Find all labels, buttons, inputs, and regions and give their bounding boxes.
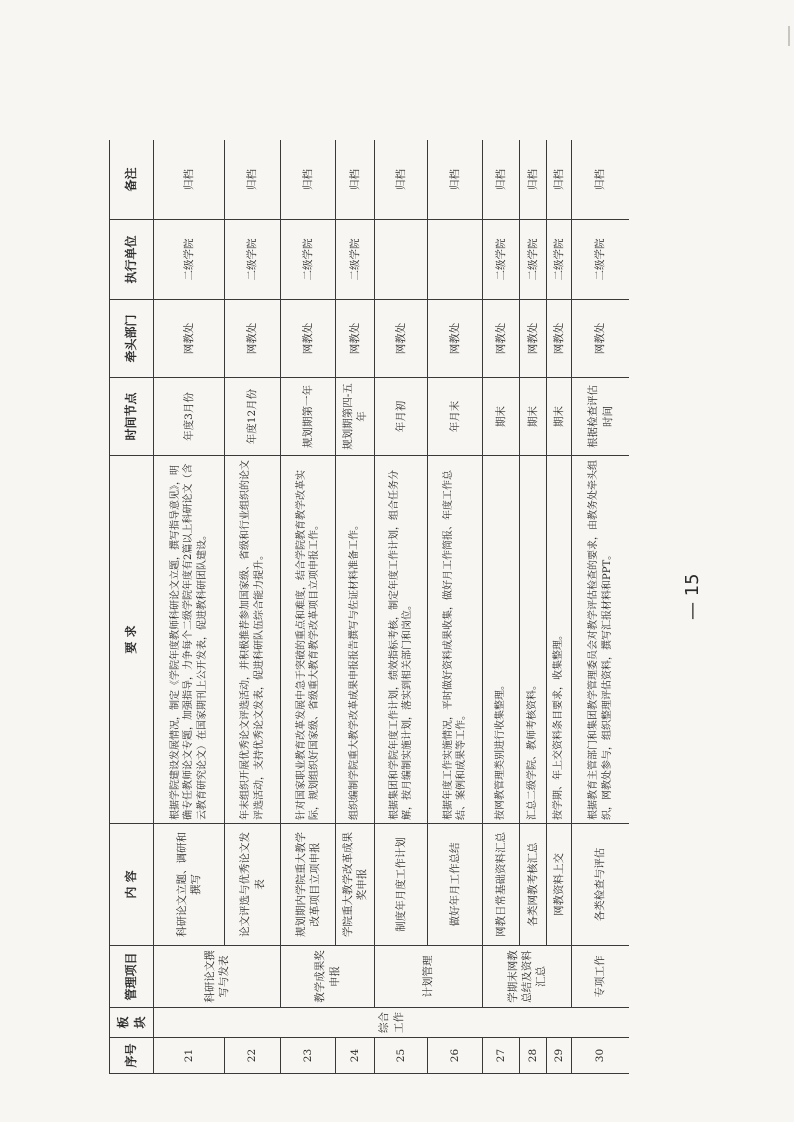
cell-exec-unit: 二级学院: [547, 220, 572, 300]
cell-requirement: 按网教管理类别进行收集整理。: [483, 456, 520, 824]
cell-seq: 25: [375, 1038, 428, 1074]
cell-exec-unit: [375, 220, 428, 300]
cell-requirement: 根据集团和学院年度工作计划，绩效指标考核，制定年度工作计划，组合任务分解，按月编制实施计划，落实到相关部门和岗位。: [375, 456, 428, 824]
cell-lead-dept: 网教处: [483, 300, 520, 378]
cell-exec-unit: 二级学院: [225, 220, 281, 300]
cell-seq: 29: [547, 1038, 572, 1074]
cell-seq: 30: [572, 1038, 630, 1074]
header-note: 备注: [110, 140, 154, 220]
cell-time: 期末: [520, 378, 547, 456]
cell-exec-unit: 二级学院: [572, 220, 630, 300]
header-item: 管理项目: [110, 946, 154, 1008]
cell-requirement: 组织编制学院重大教学改革成果申报报告撰写与佐证材料准备工作。: [336, 456, 375, 824]
cell-content: 规划期内学院重大教学改革项目立项申报: [281, 824, 336, 946]
table-row: [428, 140, 483, 1074]
cell-block: 综合工作: [154, 1008, 630, 1038]
cell-content: 各类网教考核汇总: [520, 824, 547, 946]
header-block: 板块: [110, 1008, 154, 1038]
header-row: [110, 140, 154, 1074]
cell-time: 年月末: [428, 378, 483, 456]
cell-note: 归档: [375, 140, 428, 220]
cell-time: 年月初: [375, 378, 428, 456]
cell-note: 归档: [281, 140, 336, 220]
table-row: [281, 140, 336, 1074]
page-number-area: [682, 560, 702, 630]
cell-seq: 24: [336, 1038, 375, 1074]
cell-requirement: 根据学院建设发展情况，制定《学院年度教师科研论文立题，撰写指导意见》，明确专任教师论文专题，加强指导，力争每个二级学院年度有2篇以上科研论文（含云教育研究论文）在国家期刊上公开发表，促进教科研团队建设。: [154, 456, 225, 824]
cell-time: 期末: [547, 378, 572, 456]
cell-requirement: 根据教育主管部门和集团教学管理委员会对教学评估检查的要求，由教务处牵头组织，网教处参与，组织整理评估资料，撰写汇报材料和PPT。: [572, 456, 630, 824]
cell-lead-dept: 网教处: [375, 300, 428, 378]
cell-requirement: 针对国家职业教育改革发展中急于突破的重点和难度，结合学院教育教学改革实际，规划组织好国家级、省级重大教育教学改革项目立项申报工作。: [281, 456, 336, 824]
scan-edge-mark: [788, 26, 790, 46]
cell-lead-dept: 网教处: [428, 300, 483, 378]
cell-content: 网教资料上交: [547, 824, 572, 946]
table-row: [483, 140, 520, 1074]
cell-item: 专项工作: [572, 946, 630, 1008]
header-time: 时间节点: [110, 378, 154, 456]
cell-exec-unit: 二级学院: [154, 220, 225, 300]
cell-seq: 22: [225, 1038, 281, 1074]
table-row: [547, 140, 572, 1074]
cell-item: 学期末网教总结及资料汇总: [483, 946, 572, 1008]
cell-seq: 21: [154, 1038, 225, 1074]
cell-exec-unit: 二级学院: [281, 220, 336, 300]
cell-lead-dept: 网教处: [336, 300, 375, 378]
cell-lead-dept: 网教处: [520, 300, 547, 378]
cell-time: 根据检查评估时间: [572, 378, 630, 456]
cell-item: 科研论文撰写与发表: [154, 946, 281, 1008]
header-seq: 序号: [110, 1038, 154, 1074]
table-row: [225, 140, 281, 1074]
table-row: [375, 140, 428, 1074]
cell-exec-unit: 二级学院: [520, 220, 547, 300]
cell-item: 教学成果奖申报: [281, 946, 375, 1008]
cell-content: 各类检查与评估: [572, 824, 630, 946]
cell-note: 归档: [336, 140, 375, 220]
cell-content: 做好年月工作总结: [428, 824, 483, 946]
cell-exec-unit: 二级学院: [336, 220, 375, 300]
cell-lead-dept: 网教处: [154, 300, 225, 378]
cell-requirement: 年末组织开展优秀论文评选活动，并积极推荐参加国家级、省级和行业组织的论文评选活动，支持优秀论文发表，促进科研队伍综合能力提升。: [225, 456, 281, 824]
cell-requirement: 汇总二级学院、教师考核资料。: [520, 456, 547, 824]
cell-note: 归档: [154, 140, 225, 220]
cell-item: 计划管理: [375, 946, 483, 1008]
table-row: [336, 140, 375, 1074]
cell-exec-unit: 二级学院: [483, 220, 520, 300]
cell-note: 归档: [225, 140, 281, 220]
rotated-table-area: [109, 140, 629, 1074]
cell-time: 期末: [483, 378, 520, 456]
header-lead-dept: 牵头部门: [110, 300, 154, 378]
cell-content: 科研论文立题、调研和撰写: [154, 824, 225, 946]
cell-seq: 23: [281, 1038, 336, 1074]
cell-time: 规划期第一年: [281, 378, 336, 456]
cell-lead-dept: 网教处: [547, 300, 572, 378]
cell-note: 归档: [547, 140, 572, 220]
header-requirement: 要 求: [110, 456, 154, 824]
header-content: 内 容: [110, 824, 154, 946]
table-row: [154, 140, 225, 1074]
cell-seq: 27: [483, 1038, 520, 1074]
table-row: [572, 140, 630, 1074]
cell-content: 学院重大教学改革成果奖申报: [336, 824, 375, 946]
cell-exec-unit: [428, 220, 483, 300]
cell-requirement: 根据年度工作实施情况，平时做好资料成果收集，做好月工作简报、年度工作总结、案例和成果等工作。: [428, 456, 483, 824]
cell-note: 归档: [483, 140, 520, 220]
cell-lead-dept: 网教处: [225, 300, 281, 378]
cell-note: 归档: [520, 140, 547, 220]
cell-time: 年度3月份: [154, 378, 225, 456]
cell-content: 网教日常基础资料汇总: [483, 824, 520, 946]
cell-requirement: 按学期、年上交资料条目要求，收集整理。: [547, 456, 572, 824]
cell-seq: 26: [428, 1038, 483, 1074]
cell-content: 论文评选与优秀论文发表: [225, 824, 281, 946]
table-row: [520, 140, 547, 1074]
cell-time: 年度12月份: [225, 378, 281, 456]
rotated-content: [109, 140, 629, 1074]
cell-lead-dept: 网教处: [281, 300, 336, 378]
cell-seq: 28: [520, 1038, 547, 1074]
page-number: — 15: [682, 573, 703, 620]
cell-lead-dept: 网教处: [572, 300, 630, 378]
cell-time: 规划期第四-五年: [336, 378, 375, 456]
cell-note: 归档: [428, 140, 483, 220]
cell-content: 制度年月度工作计划: [375, 824, 428, 946]
cell-note: 归档: [572, 140, 630, 220]
header-exec-unit: 执行单位: [110, 220, 154, 300]
work-plan-table: [109, 140, 629, 1074]
